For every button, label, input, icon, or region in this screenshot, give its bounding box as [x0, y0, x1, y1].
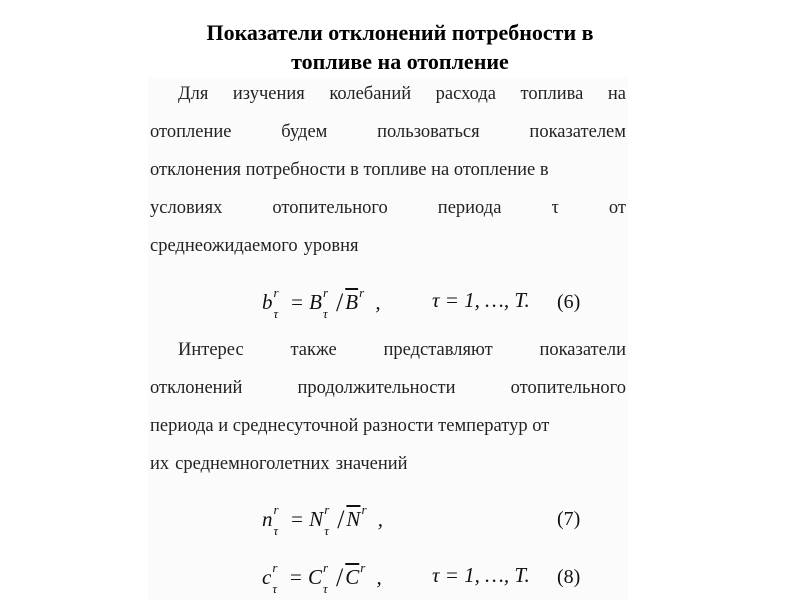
- paragraph-1-line: [150, 151, 626, 189]
- paragraph-1-line: [150, 189, 626, 227]
- formula-8-rhs: C r τ: [308, 560, 329, 596]
- word: представляют: [383, 340, 493, 360]
- formula-6-range: τ = 1, …, T.: [432, 288, 530, 312]
- word: расхода: [435, 84, 496, 104]
- word: колебаний: [329, 84, 412, 104]
- paragraph-1-line: [150, 113, 626, 151]
- equation-number-7: (7): [557, 508, 581, 530]
- word: периода: [437, 198, 502, 218]
- word: топлива: [520, 84, 584, 104]
- word: отопительного: [272, 198, 388, 218]
- word: среднемноголетних: [175, 454, 330, 474]
- word: τ: [551, 198, 559, 218]
- equation-number-6: (6): [557, 291, 581, 313]
- formula-7-average: $\overline{N}$ r: [346, 502, 367, 531]
- formula-6-lhs: b r τ: [262, 285, 279, 321]
- word: пользоваться: [377, 122, 480, 142]
- paragraph-2-line: [150, 445, 626, 483]
- paragraph-1: [150, 75, 626, 265]
- word: Интерес: [178, 340, 244, 360]
- word: на: [607, 84, 626, 104]
- word: изучения: [232, 84, 305, 104]
- formula-8-lhs: c r τ: [262, 560, 278, 596]
- formula-7: n r τ = N r τ $/\overline{N}$ r ,: [262, 502, 383, 538]
- word: условиях: [150, 198, 223, 218]
- equation-number-8: (8): [557, 566, 581, 588]
- paragraph-1-line: [150, 75, 626, 113]
- formula-7-lhs: n r τ: [262, 502, 279, 538]
- slide-title: [0, 18, 800, 76]
- word: также: [290, 340, 337, 360]
- formula-6: b r τ = B r τ $/\overline{B}$ r ,: [262, 285, 381, 321]
- word: продолжительности: [297, 378, 456, 398]
- word: их: [150, 454, 170, 474]
- word: показатели: [539, 340, 626, 360]
- word: будем: [281, 122, 328, 142]
- word: Для: [178, 84, 209, 104]
- word: отклонений: [150, 378, 243, 398]
- word: периода и среднесуточной разности температур от: [150, 416, 550, 436]
- word: уровня: [303, 236, 359, 256]
- formula-8-average: $\overline{C}$ r: [345, 560, 366, 589]
- formula-7-rhs: N r τ: [309, 502, 330, 538]
- formula-8-range: τ = 1, …, T.: [432, 563, 530, 587]
- word: отопление: [150, 122, 232, 142]
- paragraph-2-line: [150, 407, 626, 445]
- paragraph-1-line: [150, 227, 626, 265]
- word: отклонения потребности в топливе на отопление в: [150, 160, 549, 180]
- formula-6-rhs: B r τ: [309, 285, 329, 321]
- slide-title-line-2: топливе на отопление: [291, 49, 509, 74]
- word: от: [608, 198, 626, 218]
- word: показателем: [529, 122, 626, 142]
- formula-8: c r τ = C r τ $/\overline{C}$ r ,: [262, 560, 382, 596]
- word: среднеожидаемого: [150, 236, 298, 256]
- paragraph-2-line: [150, 369, 626, 407]
- paragraph-2: [150, 331, 626, 483]
- word: отопительного: [510, 378, 626, 398]
- slide-title-line-1: Показатели отклонений потребности в: [206, 20, 594, 45]
- formula-6-average: $\overline{B}$ r: [345, 285, 365, 314]
- paragraph-2-line: [150, 331, 626, 369]
- word: значений: [335, 454, 408, 474]
